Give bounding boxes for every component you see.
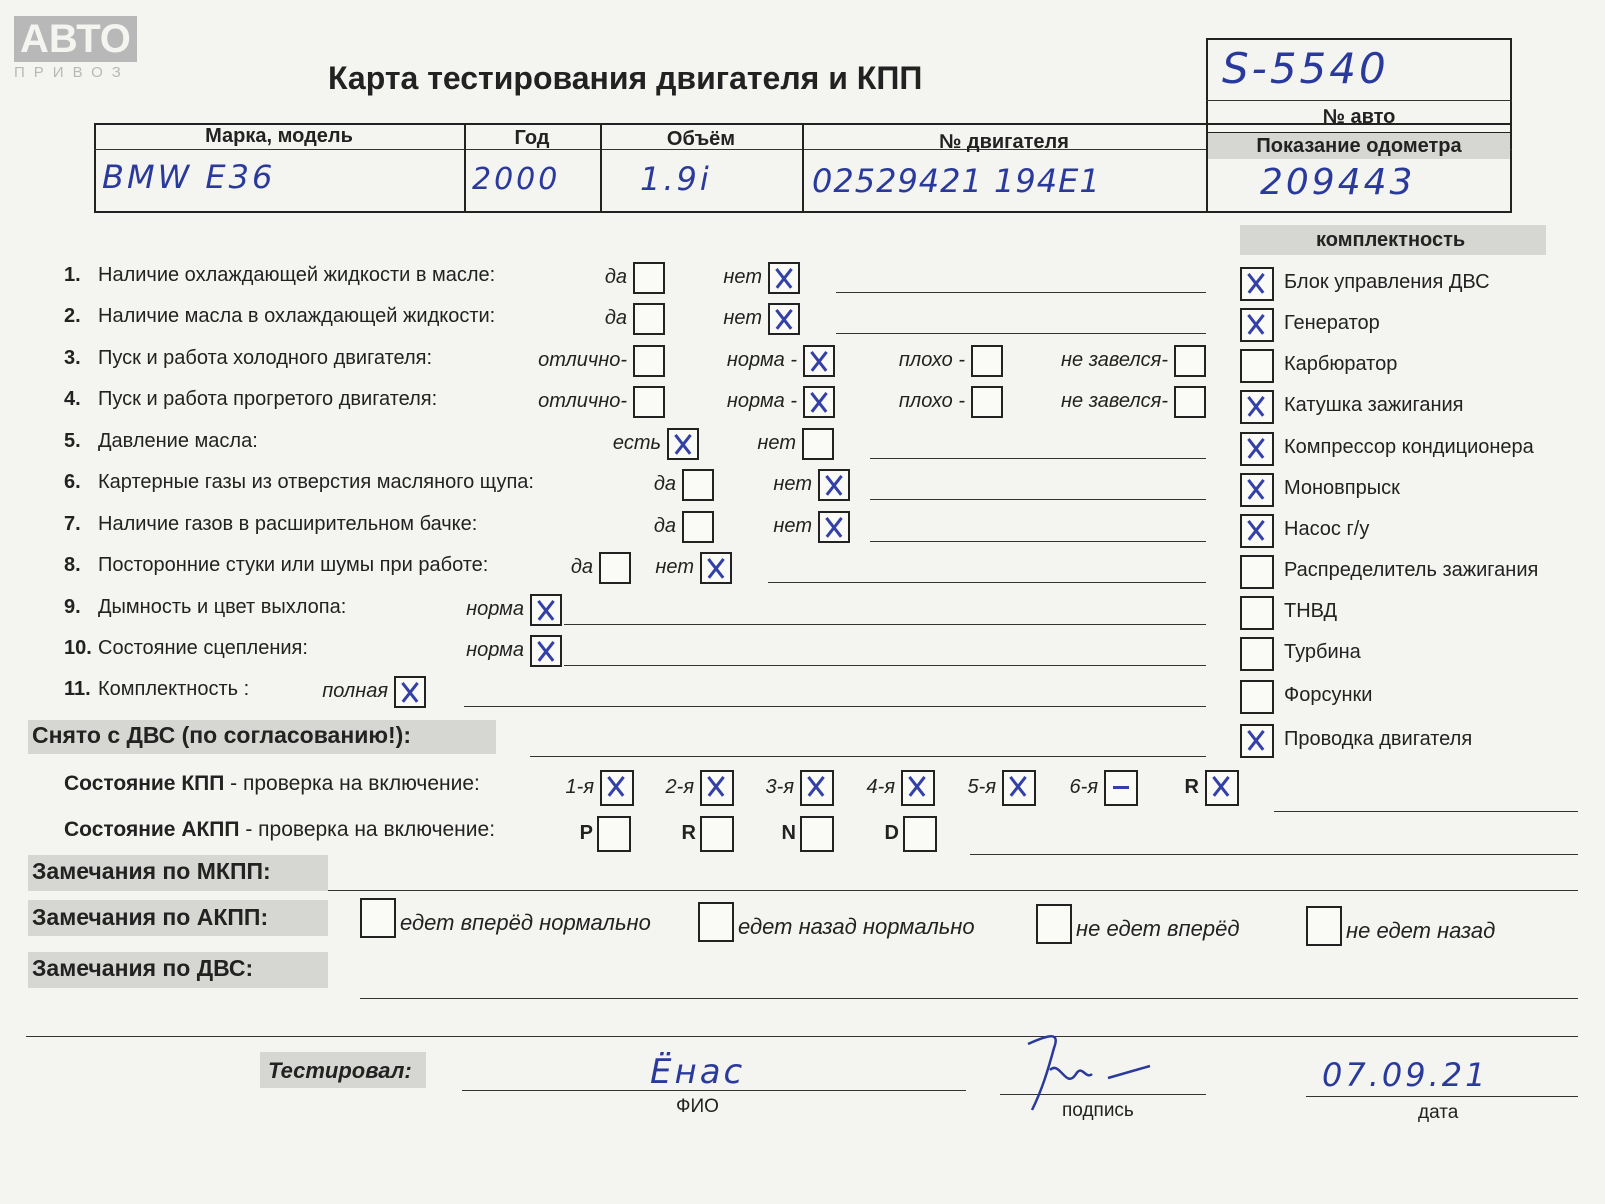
completeness-checkbox[interactable] [1240,680,1274,714]
date-caption: дата [1418,1102,1459,1123]
completeness-checkbox[interactable] [1240,432,1274,466]
question-text: Посторонние стуки или шумы при работе: [98,554,489,576]
option-label: да [653,473,676,495]
gear-label: 4-я [866,776,895,798]
answer-line [870,458,1206,459]
akpp-remark-label: едет назад нормально [738,914,975,939]
removed-label: Снято с ДВС (по согласованию!): [32,722,411,748]
akpp-mode-label: N [781,822,796,844]
volume-value: 1.9i [640,160,712,198]
option-checkbox[interactable] [530,594,562,626]
option-checkbox[interactable] [682,469,714,501]
option-label: да [570,556,593,578]
completeness-checkbox[interactable] [1240,473,1274,507]
completeness-item-label: Форсунки [1284,684,1373,706]
engine-number-value: 02529421 194E1 [812,162,1101,200]
option-checkbox[interactable] [530,635,562,667]
option-label: норма [466,639,524,661]
answer-line [464,706,1206,707]
gear-checkbox[interactable] [1205,770,1239,806]
question-number: 11. [64,678,91,700]
option-checkbox[interactable] [599,552,631,584]
akpp-label-bold: Состояние АКПП [64,818,240,841]
completeness-item-label: Насос г/у [1284,518,1370,540]
option-checkbox[interactable] [1174,345,1206,377]
akpp-mode-checkbox[interactable] [597,816,631,852]
option-label: не завелся- [1061,390,1168,412]
completeness-item-label: Карбюратор [1284,353,1398,375]
question-number: 7. [64,513,81,535]
question-number: 2. [64,305,81,327]
option-label: норма - [726,390,797,412]
year-label: Год [514,127,550,149]
completeness-checkbox[interactable] [1240,724,1274,758]
option-checkbox[interactable] [1174,386,1206,418]
answer-line [836,333,1206,334]
option-checkbox[interactable] [633,386,665,418]
date-value: 07.09.21 [1322,1056,1489,1094]
page-title: Карта тестирования двигателя и КПП [328,60,923,96]
option-checkbox[interactable] [768,303,800,335]
option-label: да [604,266,627,288]
completeness-item-label: Блок управления ДВС [1284,271,1490,293]
mkpp-remarks-label: Замечания по МКПП: [32,858,271,884]
answer-line [564,665,1206,666]
gear-checkbox[interactable] [800,770,834,806]
akpp-remark-checkbox[interactable] [360,898,396,938]
akpp-mode-label: P [579,822,593,844]
completeness-checkbox[interactable] [1240,514,1274,548]
question-number: 9. [64,596,81,618]
logo [14,16,137,81]
question-number: 6. [64,471,81,493]
volume-label: Объём [666,128,736,150]
tester-name-value: Ёнас [650,1052,746,1092]
question-text: Пуск и работа холодного двигателя: [98,347,433,369]
tested-label: Тестировал: [268,1058,412,1083]
completeness-checkbox[interactable] [1240,596,1274,630]
option-checkbox[interactable] [682,511,714,543]
question-number: 1. [64,264,81,286]
gear-label: 3-я [765,776,794,798]
option-label: норма [466,598,524,620]
completeness-item-label: Моновпрыск [1284,477,1400,499]
akpp-remark-label: не едет назад [1346,918,1496,943]
option-checkbox[interactable] [803,345,835,377]
completeness-checkbox[interactable] [1240,555,1274,589]
answer-line [870,541,1206,542]
option-checkbox[interactable] [633,303,665,335]
akpp-remark-checkbox[interactable] [698,902,734,942]
gear-label: R [1184,776,1199,798]
option-checkbox[interactable] [394,676,426,708]
removed-line [530,756,1206,757]
year-value: 2000 [472,162,561,197]
akpp-mode-label: D [884,822,899,844]
option-label: плохо - [898,390,965,412]
gear-label: 1-я [565,776,594,798]
completeness-checkbox[interactable] [1240,637,1274,671]
gear-checkbox[interactable] [600,770,634,806]
question-number: 3. [64,347,81,369]
date-line [1306,1096,1578,1097]
mkpp-remarks-line [328,890,1578,891]
question-number: 10. [64,637,92,659]
completeness-checkbox[interactable] [1240,390,1274,424]
akpp-line [970,854,1578,855]
akpp-label [64,818,495,842]
akpp-remark-label: не едет вперёд [1076,916,1240,941]
option-label: нет [723,307,762,329]
option-label: нет [655,556,694,578]
engine-number-label: № двигателя [939,131,1069,153]
option-checkbox[interactable] [971,345,1003,377]
question-number: 4. [64,388,81,410]
answer-line [768,582,1206,583]
answer-line [870,499,1206,500]
signature-caption: подпись [1062,1100,1134,1121]
option-checkbox[interactable] [667,428,699,460]
auto-number-divider [1206,100,1512,101]
name-caption: ФИО [676,1096,719,1117]
question-number: 8. [64,554,81,576]
option-checkbox[interactable] [700,552,732,584]
akpp-mode-checkbox[interactable] [903,816,937,852]
completeness-item-label: Проводка двигателя [1284,728,1473,750]
option-label: да [604,307,627,329]
option-label: да [653,515,676,537]
logo-text: АВТО [14,16,137,62]
option-label: нет [723,266,762,288]
option-checkbox[interactable] [803,386,835,418]
option-checkbox[interactable] [633,345,665,377]
option-label: отлично- [538,349,627,371]
extra-remarks-line [26,1036,1578,1037]
answer-line [836,292,1206,293]
odometer-label: Показание одометра [1256,135,1462,157]
akpp-mode-checkbox[interactable] [800,816,834,852]
dvs-remarks-label: Замечания по ДВС: [32,955,254,981]
answer-line [564,624,1206,625]
completeness-checkbox[interactable] [1240,267,1274,301]
question-text: Наличие масла в охлаждающей жидкости: [98,305,496,327]
akpp-label-rest: - проверка на включение: [239,818,496,841]
gear-checkbox[interactable] [1002,770,1036,806]
question-text: Дымность и цвет выхлопа: [98,596,347,618]
kpp-line [1274,811,1578,812]
auto-number-value: S-5540 [1222,44,1389,93]
question-text: Наличие охлаждающей жидкости в масле: [98,264,496,286]
akpp-remarks-label: Замечания по АКПП: [32,904,269,930]
gear-checkbox[interactable] [700,770,734,806]
completeness-item-label: Распределитель зажигания [1284,559,1539,581]
option-label: полная [322,680,388,702]
auto-number-label: № авто [1322,106,1396,128]
kpp-label-rest: - проверка на включение: [224,772,480,795]
question-number: 5. [64,430,81,452]
completeness-item-label: Генератор [1284,312,1380,334]
option-checkbox[interactable] [802,428,834,460]
gear-checkbox[interactable] [1104,770,1138,806]
question-text: Картерные газы из отверстия масляного щупа: [98,471,534,493]
gear-label: 5-я [967,776,996,798]
option-label: не завелся- [1061,349,1168,371]
gear-label: 6-я [1069,776,1098,798]
completeness-item-label: Компрессор кондиционера [1284,436,1534,458]
akpp-remark-checkbox[interactable] [1306,906,1342,946]
completeness-item-label: Турбина [1284,641,1361,663]
option-label: нет [773,473,812,495]
question-text: Состояние сцепления: [98,637,308,659]
option-label: отлично- [538,390,627,412]
akpp-remark-label: едет вперёд нормально [400,910,651,935]
kpp-label-bold: Состояние КПП [64,772,225,795]
gear-checkbox[interactable] [901,770,935,806]
option-label: есть [612,432,661,454]
odometer-value: 209443 [1260,162,1416,203]
completeness-item-label: ТНВД [1284,600,1338,622]
question-text: Давление масла: [98,430,258,452]
option-label: плохо - [898,349,965,371]
make-value: BMW E36 [102,158,276,196]
completeness-checkbox[interactable] [1240,308,1274,342]
akpp-remark-checkbox[interactable] [1036,904,1072,944]
option-label: нет [773,515,812,537]
akpp-mode-checkbox[interactable] [700,816,734,852]
option-checkbox[interactable] [971,386,1003,418]
option-checkbox[interactable] [633,262,665,294]
kpp-label [64,772,480,796]
logo-subtext: ПРИВОЗ [14,64,130,81]
completeness-title: комплектность [1316,229,1466,251]
make-label: Марка, модель [205,125,353,147]
option-checkbox[interactable] [818,511,850,543]
completeness-checkbox[interactable] [1240,349,1274,383]
option-label: нет [757,432,796,454]
gear-label: 2-я [665,776,694,798]
question-text: Комплектность : [98,678,250,700]
question-text: Наличие газов в расширительном бачке: [98,513,478,535]
completeness-item-label: Катушка зажигания [1284,394,1464,416]
akpp-mode-label: R [681,822,696,844]
option-label: норма - [726,349,797,371]
option-checkbox[interactable] [818,469,850,501]
option-checkbox[interactable] [768,262,800,294]
question-text: Пуск и работа прогретого двигателя: [98,388,438,410]
dvs-remarks-line [360,998,1578,999]
